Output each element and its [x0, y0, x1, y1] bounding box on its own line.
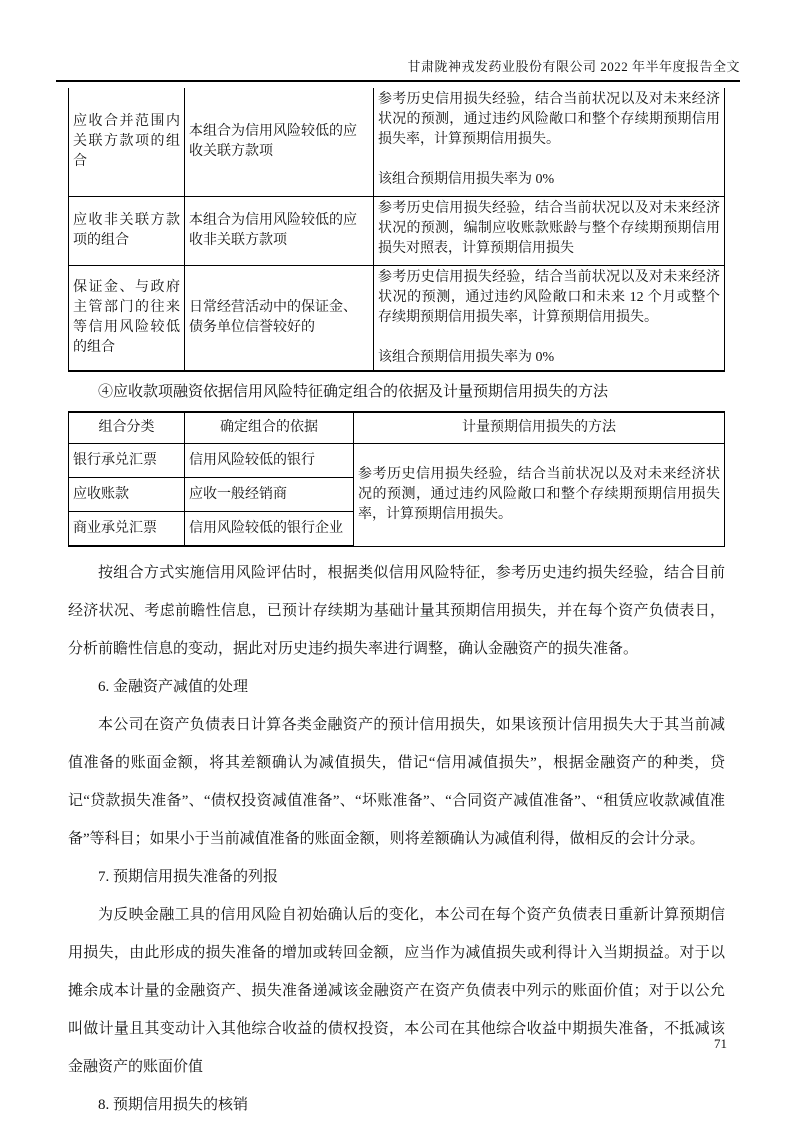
portfolio-name-cell: 保证金、与政府主管部门的往来等信用风险较低的组合 [69, 266, 185, 372]
category-cell: 应收账款 [69, 478, 185, 512]
portfolio-name-cell: 应收合并范围内关联方款项的组合 [69, 88, 185, 197]
portfolio-basis-cell: 本组合为信用风险较低的应收关联方款项 [185, 88, 374, 197]
portfolio-name-cell: 应收非关联方款项的组合 [69, 197, 185, 266]
method-merged-cell: 参考历史信用损失经验，结合当前状况以及对未来经济状况的预测，通过违约风险敞口和整个存续期预期信用损失率，计算预期信用损失。 [354, 444, 725, 547]
section-heading-8: 8. 预期信用损失的核销 [98, 1097, 249, 1113]
portfolio-method-cell [374, 88, 725, 197]
table-header-row [69, 412, 725, 444]
credit-risk-portfolio-table [68, 88, 725, 372]
table-row [69, 444, 725, 478]
category-cell: 银行承兑汇票 [69, 444, 185, 478]
method-text: 参考历史信用损失经验，结合当前状况以及对未来经济状况的预测，编制应收账款账龄与整个存续期预期信用损失对照表，计算预期信用损失 [378, 201, 720, 256]
paragraph: 按组合方式实施信用风险评估时，根据类似信用风险特征，参考历史违约损失经验，结合目前经济状况、考虑前瞻性信息，已预计存续期为基础计量其预期信用损失，并在每个资产负债表日，分析前瞻性信息的变动，据此对历史违约损失率进行调整，确认金融资产的损失准备。 [68, 565, 725, 657]
basis-cell: 信用风险较低的银行企业 [185, 512, 354, 547]
receivables-financing-table [68, 411, 725, 547]
section-heading-6: 6. 金融资产减值的处理 [98, 679, 249, 695]
header-title: 甘肃陇神戎发药业股份有限公司 2022 年半年度报告全文 [407, 59, 740, 74]
paragraph: 本公司在资产负债表日计算各类金融资产的预计信用损失，如果该预计信用损失大于其当前减值准备的账面金额，将其差额确认为减值损失，借记“信用减值损失”，根据金融资产的种类，贷记“贷款损失准备”、“债权投资减值准备”、“坏账准备”、“合同资产减值准备”、“租赁应收款减值准备”等科目；如果小于当前减值准备的账面金额，则将差额确认为减值利得，做相反的会计分录。 [68, 717, 725, 847]
table-row [69, 88, 725, 197]
method-text: 参考历史信用损失经验，结合当前状况以及对未来经济状况的预测，通过违约风险敞口和整个存续期预期信用损失率，计算预期信用损失。 [378, 92, 720, 147]
table-row [69, 197, 725, 266]
basis-cell: 应收一般经销商 [185, 478, 354, 512]
body-paragraphs [68, 554, 725, 1122]
method-text: 参考历史信用损失经验，结合当前状况以及对未来经济状况的预测，通过违约风险敞口和未来 12 个月或整个存续期预期信用损失率，计算预期信用损失。 [378, 270, 720, 325]
section-heading-7: 7. 预期信用损失准备的列报 [98, 869, 279, 885]
page-content [68, 88, 725, 1122]
portfolio-basis-cell: 本组合为信用风险较低的应收非关联方款项 [185, 197, 374, 266]
running-header [56, 56, 740, 82]
portfolio-basis-cell: 日常经营活动中的保证金、债务单位信誉较好的 [185, 266, 374, 372]
column-header: 组合分类 [69, 412, 185, 444]
table-row [69, 266, 725, 372]
basis-cell: 信用风险较低的银行 [185, 444, 354, 478]
section-caption: ④应收款项融资依据信用风险特征确定组合的依据及计量预期信用损失的方法 [98, 384, 609, 400]
column-header: 确定组合的依据 [185, 412, 354, 444]
category-cell: 商业承兑汇票 [69, 512, 185, 547]
portfolio-method-cell [374, 266, 725, 372]
column-header: 计量预期信用损失的方法 [354, 412, 725, 444]
loss-rate-note: 该组合预期信用损失率为 0% [378, 350, 555, 365]
page-number: 71 [714, 1036, 727, 1051]
portfolio-method-cell [374, 197, 725, 266]
loss-rate-note: 该组合预期信用损失率为 0% [378, 172, 555, 187]
paragraph: 为反映金融工具的信用风险自初始确认后的变化，本公司在每个资产负债表日重新计算预期信用损失，由此形成的损失准备的增加或转回金额，应当作为减值损失或利得计入当期损益。对于以摊余成本计量的金融资产、损失准备递减该金融资产在资产负债表中列示的账面价值；对于以公允叫做计量且其变动计入其他综合收益的债权投资，本公司在其他综合收益中期损失准备，不抵减该金融资产的账面价值 [68, 907, 725, 1075]
